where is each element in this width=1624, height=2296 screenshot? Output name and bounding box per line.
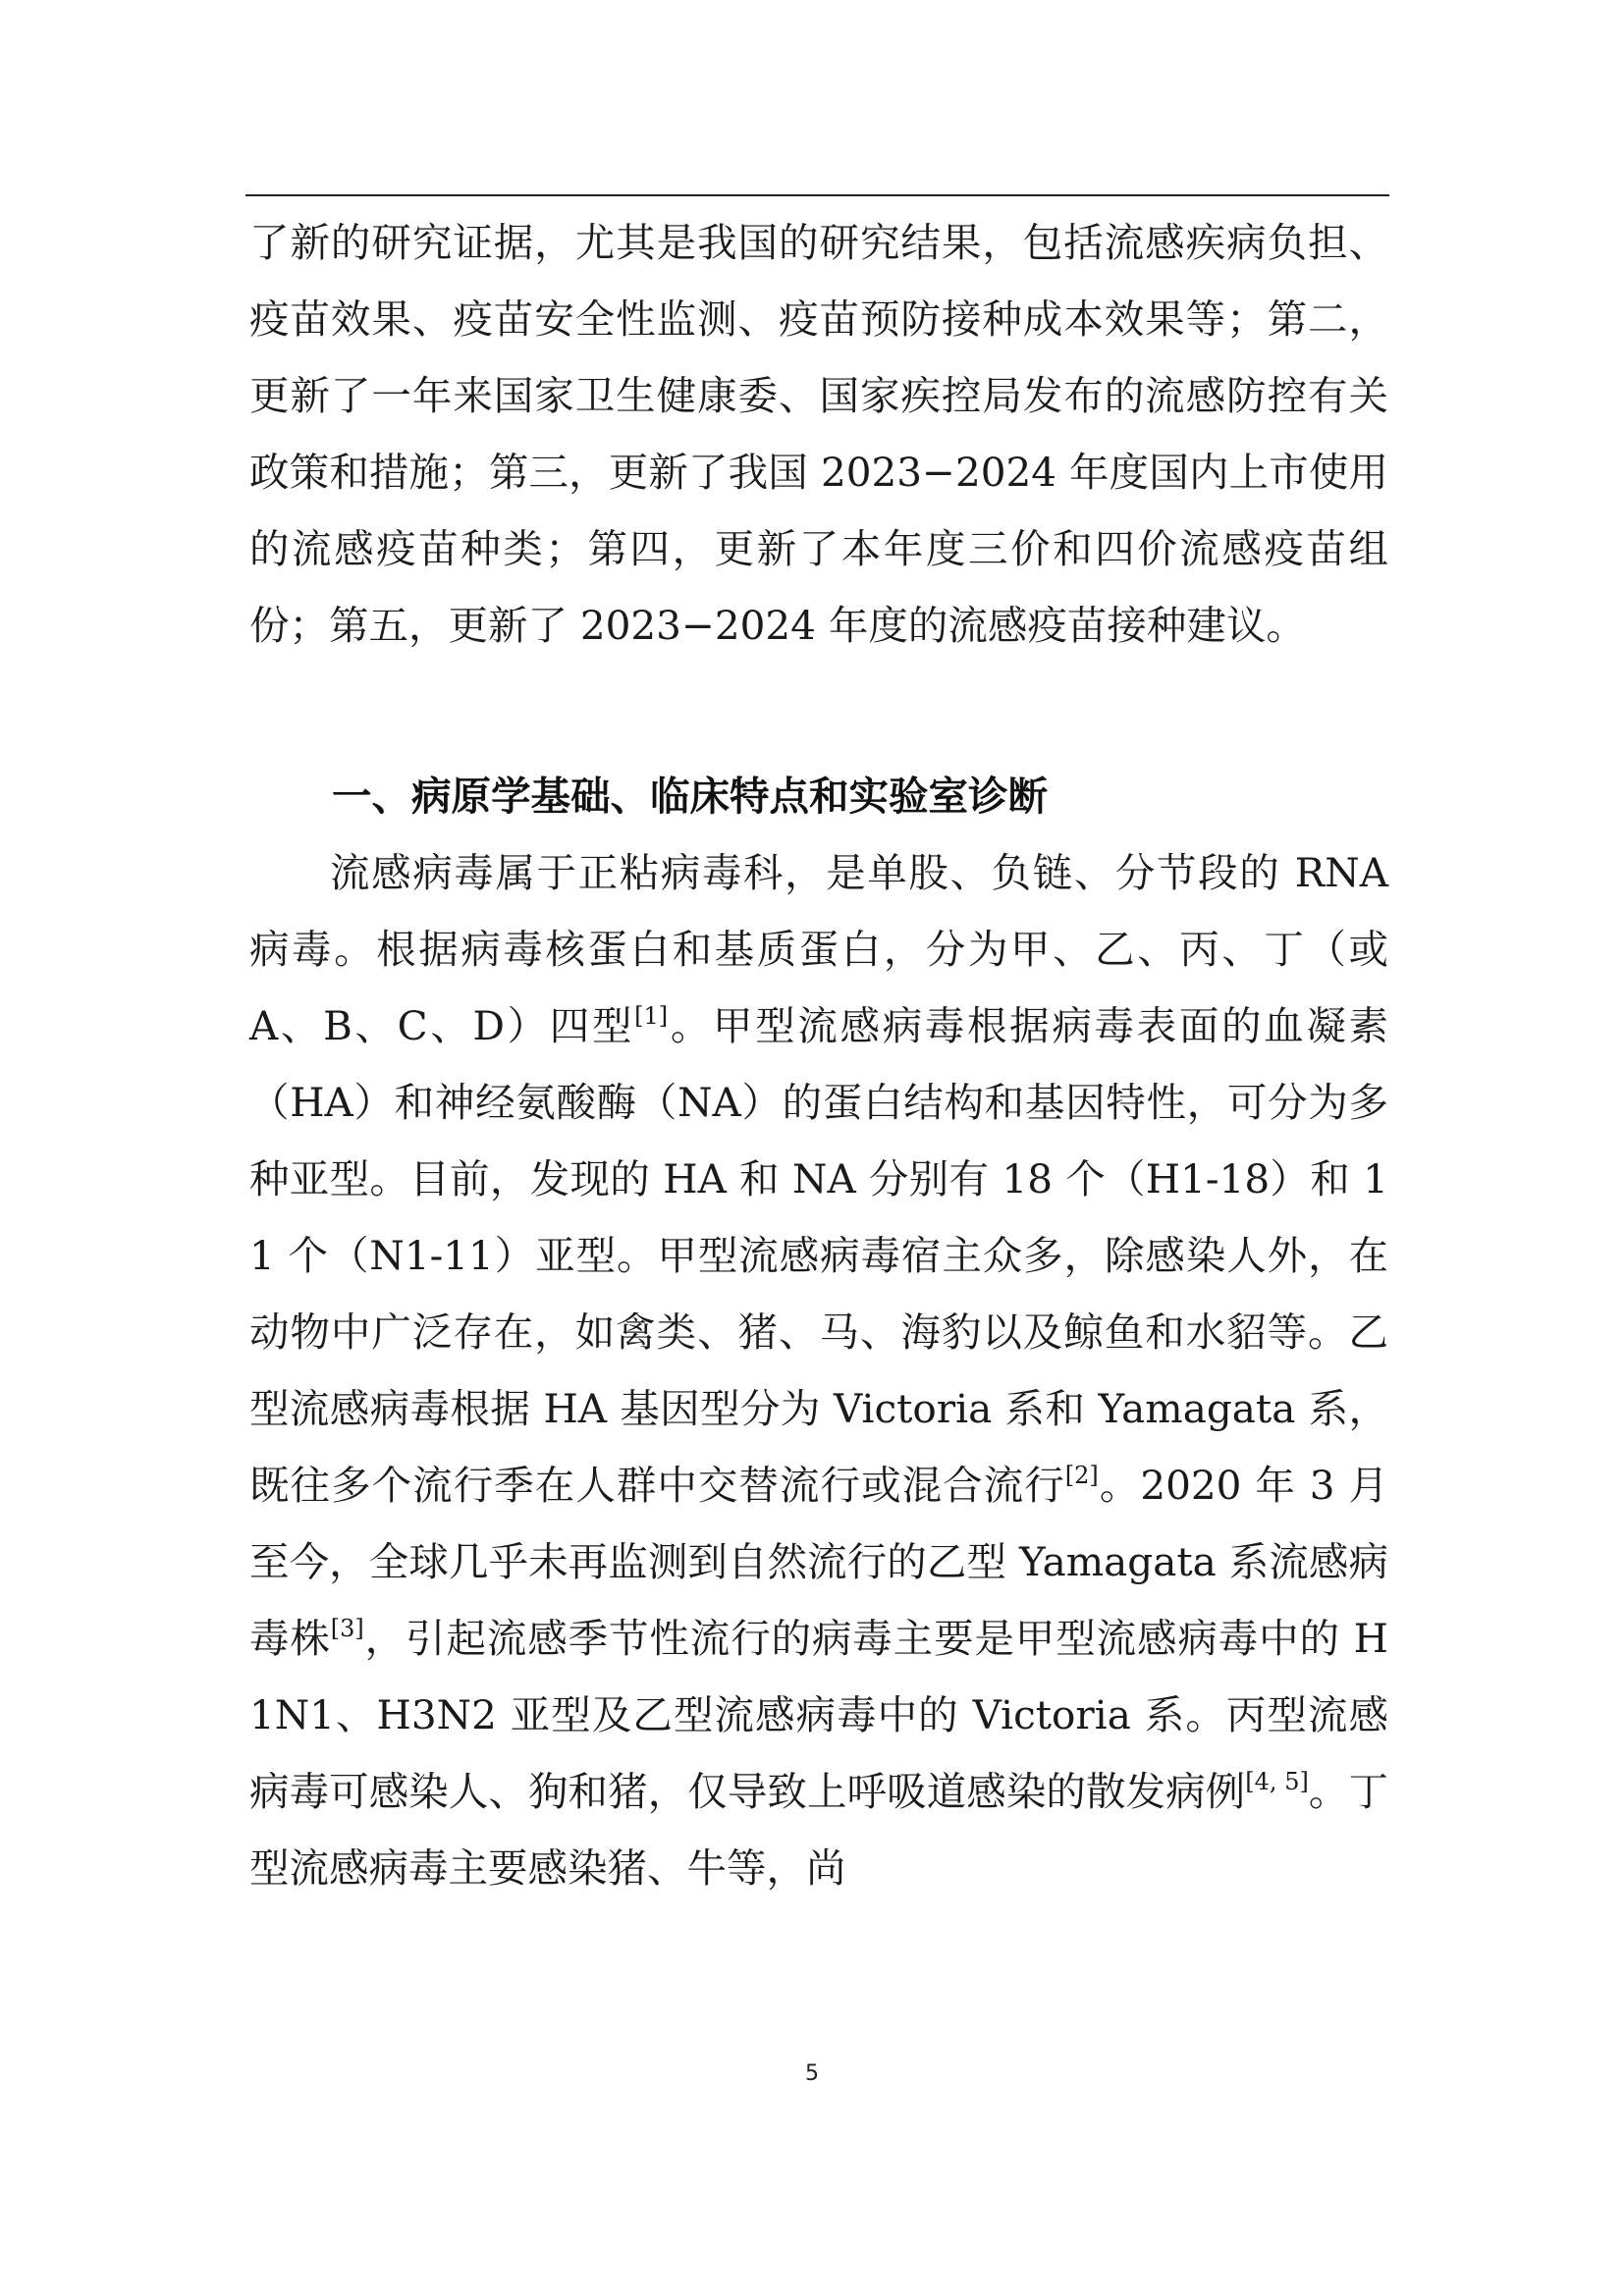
header-rule (245, 194, 1389, 196)
paragraph-text: 。2020 年 3 月至今，全球几乎未再监测到自然流行的乙型 Yamagata 系流感病毒株 (249, 1462, 1388, 1662)
paragraph-text: 。丁型流感病毒主要感染猪、牛等，尚 (249, 1768, 1388, 1892)
citation-ref: [3] (330, 1615, 364, 1642)
paragraph-text: 。甲型流感病毒根据病毒表面的血凝素（HA）和神经氨酸酶（NA）的蛋白结构和基因特性，可分为多种亚型。目前，发现的 HA 和 NA 分别有 18 个（H1-18）和 11 个（N1-11）亚型。甲型流感病毒宿主众多，除感染人外，在动物中广泛存在，如禽类、猪、马、海豹以及鲸鱼和水貂等。乙型流感病毒根据 HA 基因型分为 Victoria 系和 Yamagata 系，既往多个流行季在人群中交替流行或混合流行 (249, 1002, 1389, 1509)
page-number: 5 (805, 2061, 819, 2086)
citation-ref: [1] (634, 1002, 669, 1030)
paragraph-text: 流感病毒属于正粘病毒科，是单股、负链、分节段的 RNA 病毒。根据病毒核蛋白和基质蛋白，分为甲、乙、丙、丁（或 A、B、C、D）四型 (249, 849, 1388, 1049)
page-body (249, 204, 1388, 1906)
citation-ref: [2] (1064, 1462, 1099, 1489)
section-heading: 一、病原学基础、临床特点和实验室诊断 (332, 773, 1048, 820)
citation-ref: [4, 5] (1245, 1768, 1309, 1795)
intro-paragraph: 了新的研究证据，尤其是我国的研究结果，包括流感疾病负担、疫苗效果、疫苗安全性监测、疫苗预防接种成本效果等；第二，更新了一年来国家卫生健康委、国家疾控局发布的流感防控有关政策和措施；第三，更新了我国 2023−2024 年度国内上市使用的流感疫苗种类；第四，更新了本年度三价和四价流感疫苗组份；第五，更新了 2023−2024 年度的流感疫苗接种建议。 (249, 219, 1388, 649)
section-paragraph (249, 834, 1388, 1906)
paragraph-text: ，引起流感季节性流行的病毒主要是甲型流感病毒中的 H1N1、H3N2 亚型及乙型流感病毒中的 Victoria 系。丙型流感病毒可感染人、狗和猪，仅导致上呼吸道感染的散发病例 (249, 1615, 1388, 1815)
